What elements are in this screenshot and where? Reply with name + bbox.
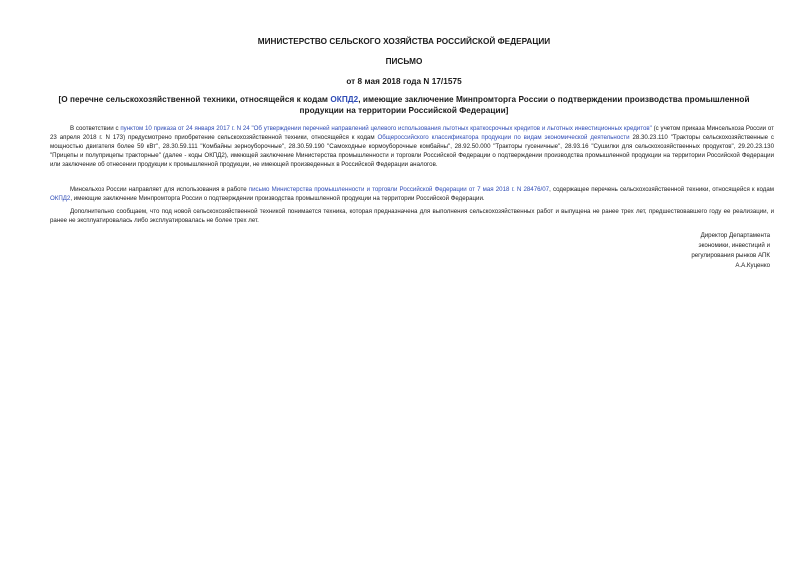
signature-position-line3: регулирования рынков АПК (691, 252, 770, 259)
document-subject (52, 95, 756, 116)
ministry-title: МИНИСТЕРСТВО СЕЛЬСКОГО ХОЗЯЙСТВА РОССИЙСКОЙ ФЕДЕРАЦИИ (257, 37, 551, 46)
okpd2-link[interactable]: ОКПД2 (50, 195, 71, 203)
paragraph-legal-basis (50, 124, 774, 169)
paragraph-text: , имеющие заключение Минпромторга России о подтверждении производства промышленной продукции на территории Российской Федерации. (70, 195, 485, 203)
document-number: от 8 мая 2018 года N 17/1575 (346, 77, 462, 86)
paragraph-text: Минсельхоз России направляет для использования в работе (70, 186, 249, 193)
document-type: ПИСЬМО (385, 57, 423, 66)
subject-text-start: [О перечне сельскохозяйственной техники, относящейся к кодам (58, 95, 331, 104)
paragraph-referral (50, 185, 774, 203)
paragraph-text: В соответствии с (70, 125, 121, 132)
classifier-link[interactable]: Общероссийского классификатора продукции по видам экономической деятельности (377, 134, 630, 142)
signature-position-line2: экономики, инвестиций и (698, 242, 770, 249)
signature-name: А.А.Куценко (735, 262, 770, 269)
subject-text-end: , имеющие заключение Минпромторга России о подтверждении производства промышленной продукции на территории Российской Федерации] (299, 95, 750, 115)
minpromtorg-letter-link[interactable]: письмо Министерства промышленности и торговли Российской Федерации от 7 мая 2018 г. N 28476/07 (248, 186, 550, 193)
paragraph-text: 28.30.23.110 "Тракторы сельскохозяйственные с мощностью двигателя более 59 кВт", 28.30.59.111 "Комбайны зерноуборочные", 28.30.59.190 "Самоходные кормоуборочные комбайны", 28.92.50.000 "Тракторы гусеничные", 28.93.16 "Сушилки для сельскохозяйственных продуктов", 29.20.23.130 "Прицепы и полуприцепы тракторные" (далее - коды ОКПД2), имеющей заключение Министерства промышленности и торговли Российской Федерации о подтверждении производства промышленной продукции на территории Российской Федерации или заключение об отнесении продукции к промышленной продукции, не имеющей произведенных в Российской Федерации аналогов. (50, 134, 774, 169)
paragraph-text: , содержащее перечень сельскохозяйственной техники, относящейся к кодам (549, 186, 774, 193)
okpd2-link[interactable]: ОКПД2 (330, 95, 359, 104)
paragraph-text: (с учетом приказа Минсельхоза России от 23 апреля 2018 г. N 173) предусмотрено приобретение сельскохозяйственной техники, относящейся к кодам (50, 125, 774, 142)
paragraph-definition: Дополнительно сообщаем, что под новой сельскохозяйственной техникой понимается техника, которая предназначена для выполнения сельскохозяйственных работ и выпущена не ранее трех лет, предшествовавшего году ее реализации, и ранее не эксплуатировалась либо эксплуатировалась не более трех лет. (50, 208, 774, 225)
order-link[interactable]: пунктом 10 приказа от 24 января 2017 г. N 24 "Об утверждении перечней направлений целевого использования льготных краткосрочных кредитов и льготных инвестиционных кредитов" (120, 125, 652, 132)
signature-position-line1: Директор Департамента (700, 232, 770, 239)
